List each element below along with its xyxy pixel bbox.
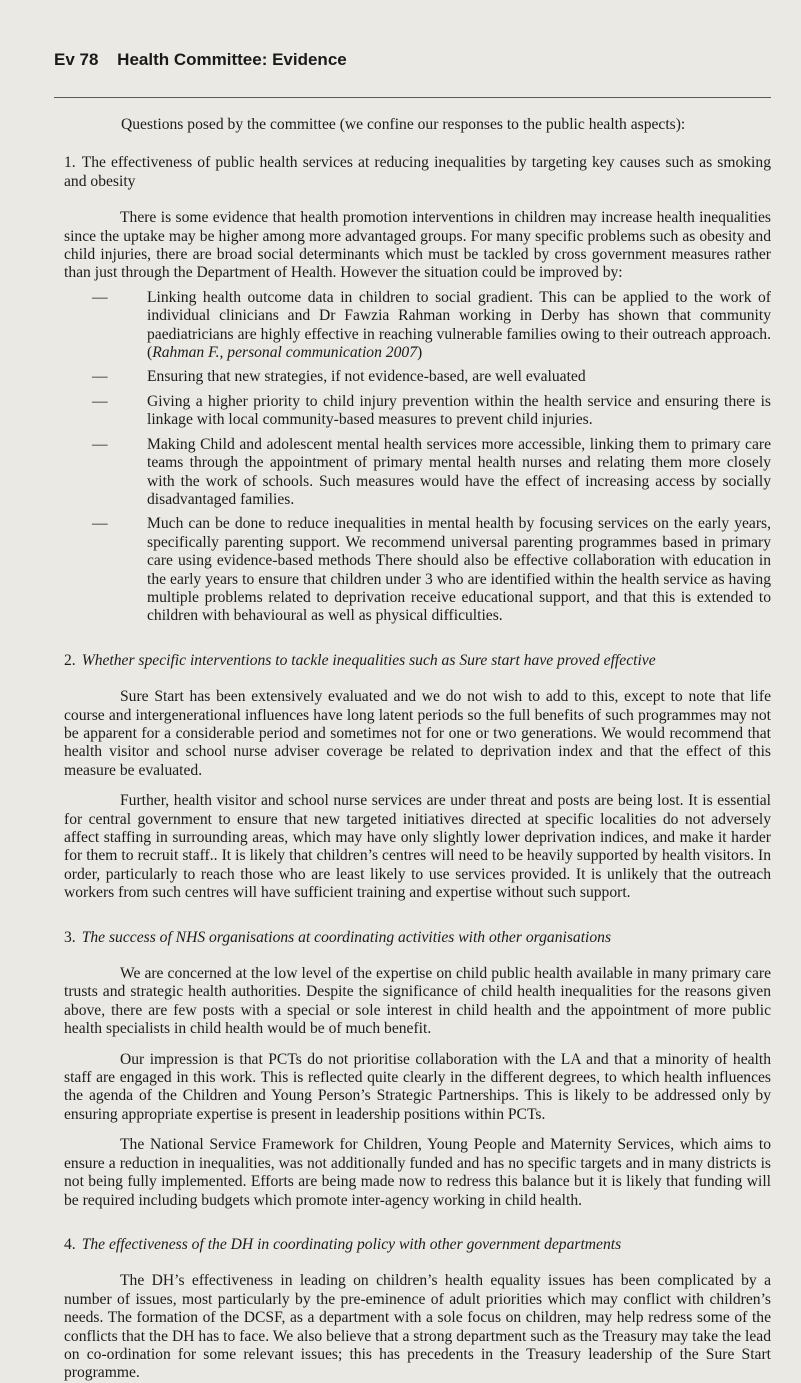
section-3-paragraph: Our impression is that PCTs do not prioritise collaboration with the LA and that a minority of health staff are engaged in this work. This is reflected quite clearly in the different degrees, to which health influences the agenda of the Children and Young Person’s Strategic Partnerships. This is likely to be addressed only by ensuring appropriate expertise is present in leadership positions within PCTs. — [64, 1050, 771, 1123]
section-3-paragraph: The National Service Framework for Children, Young People and Maternity Services, which aims to ensure a reduction in inequalities, was not additionally funded and has no specific targets and in many districts is not being fully implemented. Efforts are being made now to redress this balance but it is likely that funding will be required including budgets which promote inter-agency working in child health. — [64, 1136, 771, 1209]
section-2-heading — [64, 652, 771, 670]
bullet-item: — Making Child and adolescent mental health services more accessible, linking them to primary care teams through the appointment of primary mental health nurses and relating them more closely with the work of schools. Such measures would have the effect of increasing access by socially disadvantaged families. — [147, 436, 771, 510]
section-number: 4. — [64, 1235, 76, 1253]
section-1-bullet-list — [64, 289, 771, 626]
section-number: 3. — [64, 928, 76, 946]
document-title: Health Committee: Evidence — [117, 50, 347, 69]
section-4-paragraph: The DH’s effectiveness in leading on children’s health equality issues has been complicated by a number of issues, most particularly by the pre-eminence of adult priorities which may conflict with children’s needs. The formation of the DCSF, as a department with a sole focus on children, may help redress some of the conflicts that the DH has to face. We also believe that a strong department such as the Treasury may take the lead on co-ordination for some relevant issues; this has precedents in the Treasury leadership of the Sure Start programme. — [64, 1272, 771, 1382]
intro-text: Questions posed by the committee (we confine our responses to the public health aspects): — [121, 116, 686, 133]
section-1-heading — [64, 154, 771, 191]
document-body — [64, 116, 771, 1383]
section-1-lead: There is some evidence that health promotion interventions in children may increase health inequalities since the uptake may be higher among more advantaged groups. For many specific problems such as obesity and child injuries, there are broad social determinants which must be tackled by cross government measures rather than just through the Department of Health. However the situation could be improved by: — [64, 209, 771, 282]
bullet-item: — Much can be done to reduce inequalities in mental health by focusing services on the early years, specifically parenting support. We recommend universal parenting programmes based in primary care using evidence-based methods There should also be effective collaboration with education in the early years to ensure that children under 3 who are identified within the health service as having multiple problems related to deprivation receive educational support, and that this is extended to children with behavioural as well as physical difficulties. — [147, 515, 771, 625]
bullet-item: — Linking health outcome data in children to social gradient. This can be applied to the work of individual clinicians and Dr Fawzia Rahman working in Derby has shown that community paediatricians are highly effective in reaching vulnerable families owing to their outreach approach. (Rahman F., personal communication 2007) — [147, 289, 771, 363]
bullet-item: — Giving a higher priority to child injury prevention within the health service and ensuring there is linkage with local community-based measures to prevent child injuries. — [147, 393, 771, 430]
header-rule — [54, 97, 771, 98]
citation: Rahman F., personal communication 2007 — [152, 344, 417, 362]
page-reference: Ev 78 — [54, 50, 99, 69]
section-heading-text: The success of NHS organisations at coordinating activities with other organisations — [81, 928, 612, 946]
section-2-paragraph: Further, health visitor and school nurse services are under threat and posts are being lost. It is essential for central government to ensure that new targeted initiatives directed at specific localities do not adversely affect staffing in surrounding areas, which may have only slightly lower deprivation indices, and make it harder for them to recruit staff.. It is likely that children’s centres will need to be heavily supported by health visitors. In order, particularly to reach those who are least likely to use services provided. It is unlikely that the outreach workers from such centres will have sufficient training and expertise without such support. — [64, 792, 771, 902]
running-header — [54, 50, 347, 70]
section-number: 2. — [64, 651, 76, 669]
section-heading-text: The effectiveness of the DH in coordinating policy with other government departments — [81, 1235, 622, 1253]
section-3-heading — [64, 929, 771, 947]
section-2-paragraph: Sure Start has been extensively evaluated and we do not wish to add to this, except to note that life course and intergenerational influences have long latent periods so the full benefits of such programmes may not be apparent for a considerable period and sometimes not for one or two generations. We would recommend that health visitor and school nurse adviser coverage be related to deprivation index and that the effect of this measure be evaluated. — [64, 688, 771, 779]
section-number: 1. — [64, 154, 76, 172]
bullet-item: — Ensuring that new strategies, if not evidence-based, are well evaluated — [147, 368, 771, 386]
section-heading-text: The effectiveness of public health services at reducing inequalities by targeting key causes such as smoking and obesity — [64, 154, 771, 190]
section-4-heading — [64, 1236, 771, 1254]
section-heading-text: Whether specific interventions to tackle inequalities such as Sure start have proved effective — [81, 651, 656, 669]
section-3-paragraph: We are concerned at the low level of the expertise on child public health available in many primary care trusts and strategic health authorities. Despite the significance of child health inequalities for the reasons given above, there are few posts with a special or sole interest in child health and the appointment of more public health specialists in child health would be of much benefit. — [64, 965, 771, 1038]
